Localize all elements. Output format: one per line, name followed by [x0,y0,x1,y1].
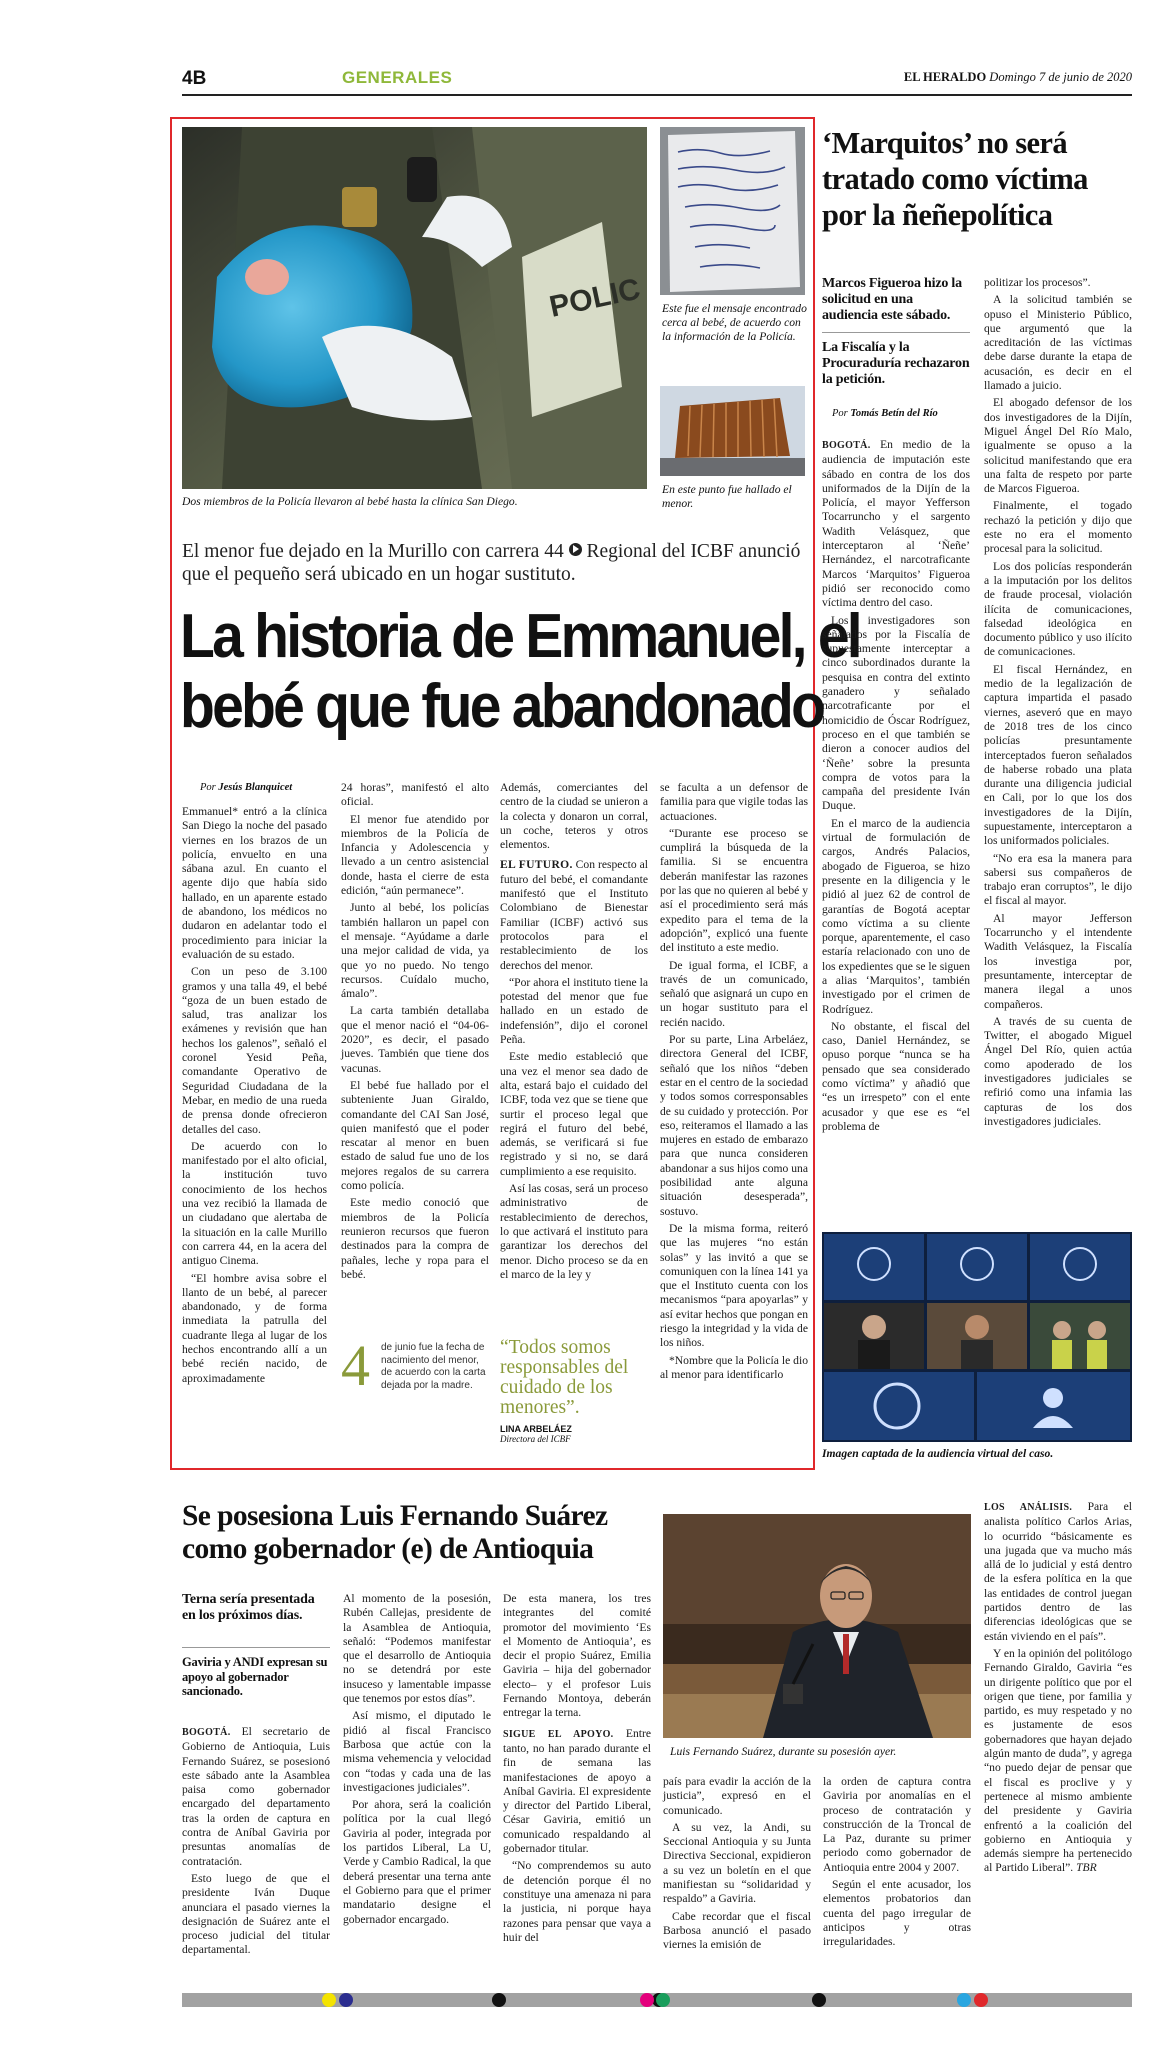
suarez-col-1 [182,1725,330,1961]
paragraph: Este medio estableció que una vez el menor sea dado de alta, estará bajo el cuidado del ICBF, toda vez que se tiene que surtir el proceso legal que regirá el futuro del bebé, además, se verificará si fue registrado y si no, se dará cumplimiento a ese requisito. [500,1050,648,1178]
virtual-hearing-photo [822,1232,1132,1442]
issue-date: Domingo 7 de junio de 2020 [989,70,1132,84]
paragraph: Por su parte, Lina Arbeláez, directora General del ICBF, señaló que los niños “deben estar en el centro de la sociedad y todos somos corresponsables de su cuidado y protección. Por eso, reiteramos el llamado a las mujeres en estado de embarazo para que nunca consideren abandonar a sus hijos como una posibilidad ante alguna situación desesperada”, sostuvo. [660,1033,808,1218]
page-header [182,62,1132,96]
stat-box [341,1333,489,1418]
svg-text:POLIC: POLIC [546,272,644,324]
main-col-4 [660,781,808,1385]
marquitos-col-1 [822,438,970,1137]
section-lead: EL FUTURO. [500,858,573,872]
paragraph: politizar los procesos”. [984,276,1091,289]
quote-author: LINA ARBELÁEZ [500,1424,572,1434]
masthead-date [904,70,1132,85]
main-headline [180,602,860,742]
section-lead: LOS ANÁLISIS. [984,1502,1073,1513]
paragraph: Este medio conoció que miembros de la Policía reunieron recursos que fueron destinados para la compra de pañales, leche y ropa para el bebé. [341,1196,489,1281]
main-headline-line-1: La historia de Emmanuel, el [180,602,860,671]
dateline-paragraph [182,1725,330,1869]
deck-divider [182,1647,330,1648]
suarez-col-3 [503,1592,651,1948]
paragraph: A su vez, la Andi, su Seccional Antioquia y su Junta Directiva Seccional, expidieron a su vez un boletín en el que manifiestan su “solidaridad y respaldo” a Gaviria. [663,1820,811,1906]
suarez-deck-2: Gaviria y ANDI expresan su apoyo al gobernador sancionado. [182,1655,328,1698]
suarez-headline-line-2: como gobernador (e) de Antioquia [182,1533,594,1565]
suarez-photo [663,1514,971,1738]
stat-number: 4 [341,1333,370,1398]
paragraph: De la misma forma, reiteró que las mujeres “no están solas” y las invitó a que se comuniquen con la línea 141 ya que el Instituto cuenta con los mecanismos “para apoyarlas” y así evitar hechos que pongan en riesgo la integridad y la vida de los niños. [660,1221,808,1350]
paragraph: No obstante, el fiscal del caso, Daniel Hernández, se opuso porque “nunca se ha pensado que sea considerado como víctima” y añadió que “es un irrespeto” con el ente acusador y que ese es “el problema de [822,1019,970,1133]
paragraph: Emmanuel* entró a la clínica San Diego la noche del pasado viernes en los brazos de un policía, envuelto en una sábana azul. En cuanto el agente dijo que había sido hallado, en un aparente estado de abandono, los médicos no dudaron en adelantar todo el procedimiento para iniciar la evaluación de su estado. [182,805,327,961]
main-story-subtitle [182,540,807,586]
marquitos-headline: ‘Marquitos’ no será tratado como víctima por la ñeñepolítica [822,126,1088,232]
paragraph: El bebé fue hallado por el subteniente Juan Giraldo, comandante del CAI San José, quien manifestó que el poder rescatar al menor en buen estado de salud fue uno de los mejores regalos de su carrera como policía. [341,1078,489,1193]
note-photo-caption: Este fue el mensaje encontrado cerca al bebé, de acuerdo con la información de la Policía. [662,302,807,343]
registration-dot [492,1993,506,2007]
paragraph: Finalmente, el togado rechazó la petición y dijo que este no era el momento procesal para la solicitud. [984,499,1132,556]
marquitos-deck-2: La Fiscalía y la Procuraduría rechazaron la petición. [822,340,970,387]
paragraph: Al momento de la posesión, Rubén Callejas, presidente de la Asamblea de Antioquia, señaló: “Podemos manifestar que el desarrollo de Antioquia no se detendrá por este insuceso y lamentable impasse que tenemos por estos días”. [343,1592,491,1706]
paragraph: Por ahora, será la coalición política por la cual llegó Gaviria al poder, integrada por los partidos Liberal, La U, Verde y Cambio Radical, la que deberá presentar una terna ante el Gobierno para que el primer mandatario designe el gobernador encargado. [343,1798,491,1926]
pull-quote [500,1338,648,1444]
main-byline [200,782,292,793]
paragraph: Con un peso de 3.100 gramos y una talla 49, el bebé “goza de un buen estado de salud, tras analizar los exámenes y revisión que han hechos los galenos”, señaló el coronel Yesid Peña, comandante Operativo de Seguridad Ciudadana de la Mebar, en medio de una rueda de prensa donde ofrecieron detalles del caso. [182,965,327,1136]
paragraph: Según el ente acusador, los elementos probatorios dan cuenta del pago irregular de anticipos y otras irregularidades. [823,1878,971,1949]
registration-dot [656,1993,670,2007]
dateline-paragraph [822,438,970,611]
quote-text: “Todos somos responsables del cuidado de los menores”. [500,1337,629,1418]
paragraph: “Por ahora el instituto tiene la potestad del menor que fue hallado en un estado de indefensión”, dijo el coronel Peña. [500,975,648,1047]
paragraph: Los dos policías responderán a la imputación por los delitos de fraude procesal, violación ilícita de comunicaciones, falsedad ideológica en documento público y uso ilícito de comunicaciones. [984,559,1132,659]
note-photo [660,127,805,295]
registration-dot [812,1993,826,2007]
subtitle-separator-icon [569,543,582,556]
paragraph: *Nombre que la Policía le dio al menor para identificarlo [660,1353,808,1381]
suarez-col-4 [663,1775,811,1956]
paragraph: Con respecto al futuro del bebé, el comandante manifestó que el Instituto Colombiano de Bienestar Familiar (ICBF) activó sus protocolos para el restablecimiento de los derechos del menor. [500,858,648,972]
paragraph: La carta también detallaba que el menor nació el “04-06-2020”, es decir, el pasado jueves. También que tiene dos vacunas. [341,1004,489,1075]
paragraph [984,1647,1132,1876]
paragraph: “El hombre avisa sobre el llanto de un bebé, al parecer abandonado, y de forma inmediata la patrulla del cuadrante llega al lugar de los hechos encontrando allí a un bebé recién nacido, de aproximadamente [182,1271,327,1385]
suarez-col-2 [343,1592,491,1930]
registration-dot [640,1993,654,2007]
marquitos-byline [832,408,938,419]
suarez-col-6 [984,1500,1132,1879]
main-col-1 [182,805,327,1389]
paragraph: Para el analista político Carlos Arias, lo ocurrido “básicamente es una jugada que va mucho más allá de lo judicial y está dentro de la esfera política en la que las entidades de control juegan partidos dentro de las diferencias ideológicas que se están viviendo en el país”. [984,1500,1132,1643]
suarez-col-5 [823,1775,971,1953]
paragraph: En el marco de la audiencia virtual de formulación de cargos, Andrés Palacios, abogado de Figueroa, se hizo presente en la diligencia y le pidió al juez 62 de control de garantías de Bogotá aceptar como víctima a su cliente porque, aparentemente, el caso estaría relacionado con uno de los expedientes que se le siguen a alias ‘Marquitos’, también investigado por el crimen de Rodríguez. [822,816,970,1016]
stat-text: de junio fue la fecha de nacimiento del menor, de acuerdo con la carta dejada por la madre. [381,1342,486,1391]
paragraph: El fiscal Hernández, en medio de la legalización de captura impartida el pasado viernes, aseveró que en mayo de 2018 tres de los cinco policías presuntamente interceptados fueron señalados de haberse robado una plata durante una diligencia judicial en Cali, por lo que los dos investigadores de la Dijín, supuestamente, interceptaron a los uniformados policiales. [984,662,1132,848]
paragraph: El menor fue atendido por miembros de la Policía de Infancia y Adolescencia y llevado a un centro asistencial donde, hasta el cierre de esta edición, “aún permanece”. [341,812,489,898]
paragraph: De igual forma, el ICBF, a través de un comunicado, señaló que asignará un cupo en un hogar sustituto para el recién nacido. [660,958,808,1029]
paragraph: Cabe recordar que el fiscal Barbosa anunció el pasado viernes la emisión de [663,1909,811,1952]
dateline: BOGOTÁ. [182,1727,231,1738]
paragraph: De esta manera, los tres integrantes del comité promotor del movimiento ‘Es el Momento de Antioquia’, es decir el propio Suárez, Emilia Gaviria – hija del gobernador electo– y el profesor Luis Fernando Montoya, deberán entregar la terna. [503,1592,651,1720]
registration-marks [182,1993,1132,2007]
byline-author: Jesús Blanquicet [218,782,293,793]
main-col-2 [341,781,489,1285]
page-number: 4B [182,68,207,89]
paragraph: “No era esa la manera para sabersi sus compañeros de trabajo eran corruptos”, le dijo el fiscal al mayor. [984,851,1132,908]
paragraph: Así las cosas, será un proceso administrativo de restablecimiento de derechos, lo que activará el instituto para garantizar los derechos del menor. Dicho proceso se da en el marco de la ley y [500,1182,648,1281]
registration-dot [322,1993,336,2007]
paragraph: Los investigadores son señalados por la Fiscalía de supuestamente interceptar a cinco subordinados durante la pesquisa en contra del extinto ganadero y señalado narcotraficante por el homicidio de Óscar Rodríguez, proceso en el que también se dieron a conocer audios del ‘Ñeñe’ sobre la presunta compra de votos para la campaña del presidente Iván Duque. [822,613,970,813]
byline-author: Tomás Betín del Río [850,408,938,419]
section-paragraph [503,1727,651,1857]
paragraph: país para evadir la acción de la justicia”, expresó en el comunicado. [663,1775,811,1817]
dateline: BOGOTÁ. [822,440,871,451]
marquitos-col-2 [984,276,1132,1132]
paragraph: se faculta a un defensor de familia para que vigile todas las actuaciones. [660,781,808,823]
header-rule [182,94,1132,96]
suarez-photo-caption: Luis Fernando Suárez, durante su posesión ayer. [670,1745,897,1758]
building-photo [660,386,805,476]
paragraph: Al mayor Jefferson Tocarruncho y el intendente Wadith Velásquez, la Fiscalía los investiga por, presuntamente, interceptar de manera ilegal a unos compañeros. [984,911,1132,1011]
paragraph: “No comprendemos su auto de detención porque él no constituye una amenaza ni para la justicia, ni porque haya razones para pensar que vaya a huir del [503,1859,651,1944]
main-col-3 [500,781,648,1285]
subtitle-part-b: Regional del ICBF anunció que el pequeño será ubicado en un hogar sustituto. [182,541,801,585]
paragraph: De acuerdo con lo manifestado por el alto oficial, la institución tuvo conocimiento de los hechos una vez recibió la llamada de un ciudadano que alertaba de la situación en la calle Murillo con carrera 44, en la acera del antiguo Cinema. [182,1139,327,1268]
paragraph: Entre tanto, no han parado durante el fin de semana las manifestaciones de apoyo a Aníbal Gaviria. El expresidente y director del Partido Liberal, César Gaviria, emitió un comunicado respaldando al gobernador titular. [503,1726,651,1856]
newspaper-name: EL HERALDO [903,70,987,84]
paragraph: A la solicitud también se opuso el Ministerio Público, que argumentó que la acreditación de las víctimas debe darse durante la etapa de acusación, es decir en el llamado a juicio. [984,293,1132,393]
marquitos-deck-1: Marcos Figueroa hizo la solicitud en una audiencia este sábado. [822,276,962,323]
suarez-deck-1: Terna sería presentada en los próximos días. [182,1592,315,1623]
section-lead: SIGUE EL APOYO. [503,1728,614,1740]
suarez-headline [182,1500,662,1566]
paragraph: Esto luego de que el presidente Iván Duque anunciara el pasado viernes la designación de Suárez ante el proceso judicial del titular departamental. [182,1871,330,1957]
paragraph: El abogado defensor de los dos investigadores de la Dijín, Miguel Ángel Del Río Malo, igualmente se opuso a la solicitud manifestando que era una falta de respeto por parte de Marcos Figueroa. [984,396,1132,496]
paragraph: Junto al bebé, los policías también hallaron un papel con el mensaje. “Ayúdame a darle una mejor calidad de vida, ya que yo no puedo. No tengo recursos. Cuídalo mucho, ámalo”. [341,901,489,1001]
byline-prefix: Por [832,408,848,419]
paragraph: El secretario de Gobierno de Antioquia, Luis Fernando Suárez, se posesionó este sábado ante la Asamblea paisa como gobernador encargado del departamento tras la orden de captura en contra de Aníbal Gaviria por presuntas anomalías de contratación. [182,1725,330,1868]
paragraph: En medio de la audiencia de imputación este sábado en contra de los dos uniformados de la Dijín de la Policía, el mayor Yefferson Tocarruncho y el sargento Wadith Velásquez, que interceptaron al ‘Ñeñe’ Hernández, el narcotraficante Marcos ‘Marquitos’ Figueroa pidió ser reconocido como víctima dentro del caso. [822,438,970,610]
virtual-hearing-caption: Imagen captada de la audiencia virtual del caso. [822,1447,1054,1460]
main-photo-caption: Dos miembros de la Policía llevaron al bebé hasta la clínica San Diego. [182,495,518,508]
suarez-headline-line-1: Se posesiona Luis Fernando Suárez [182,1500,608,1532]
section-paragraph [984,1500,1132,1644]
paragraph: Así mismo, el diputado le pidió al fiscal Francisco Barbosa que actúe con la misma vehemencia y velocidad con “todas y cada una de las investigaciones judiciales”. [343,1709,491,1794]
byline-prefix: Por [200,782,216,793]
author-signature: TBR [1076,1861,1097,1875]
paragraph: “Durante ese proceso se cumplirá la búsqueda de la familia. Si se encuentra deberán manifestar las razones por las que no quieren al bebé y así el procedimiento será más expedito para el tema de la adopción”, explicó una fuente del instituto a este medio. [660,826,808,955]
section-label: GENERALES [342,68,453,87]
registration-dot [957,1993,971,2007]
paragraph: la orden de captura contra Gaviria por anomalías en el proceso de contratación y construcción de la Troncal de La Paz, durante su primer periodo como gobernador de Antioquia entre 2004 y 2007. [823,1775,971,1874]
quote-role: Directora del ICBF [500,1434,571,1444]
paragraph-text: Y en la opinión del politólogo Fernando Giraldo, Gaviria “es un dirigente político que por el origen que tiene, por familia y partido, es muy respetado y no es justamente de esos gobernadores que hayan dejado algún manto de duda”, y agrega “no puedo dejar de pensar que el fiscal es proclive y y pertenece al mismo ambiente del presidente y Gaviria enfrentó a la coalición del gobierno en Antioquia y además siempre ha pertenecido al Partido Liberal”. [984,1646,1133,1875]
section-paragraph [500,858,648,972]
paragraph: A través de su cuenta de Twitter, el abogado Miguel Ángel Del Río, quien actúa como apoderado de los investigadores judiciales se refirió como una infamia las capturas de los dos investigadores judiciales. [984,1014,1132,1128]
paragraph: 24 horas”, manifestó el alto oficial. [341,781,489,809]
registration-dot [974,1993,988,2007]
paragraph: Además, comerciantes del centro de la ciudad se unieron a la colecta y donaron un corral, un coche, teteros y otros elementos. [500,781,648,852]
registration-dot [339,1993,353,2007]
main-photo [182,127,647,489]
building-photo-caption: En este punto fue hallado el menor. [662,483,792,510]
deck-divider [822,332,970,333]
subtitle-part-a: El menor fue dejado en la Murillo con carrera 44 [182,541,564,562]
main-headline-line-2: bebé que fue abandonado [180,672,824,741]
